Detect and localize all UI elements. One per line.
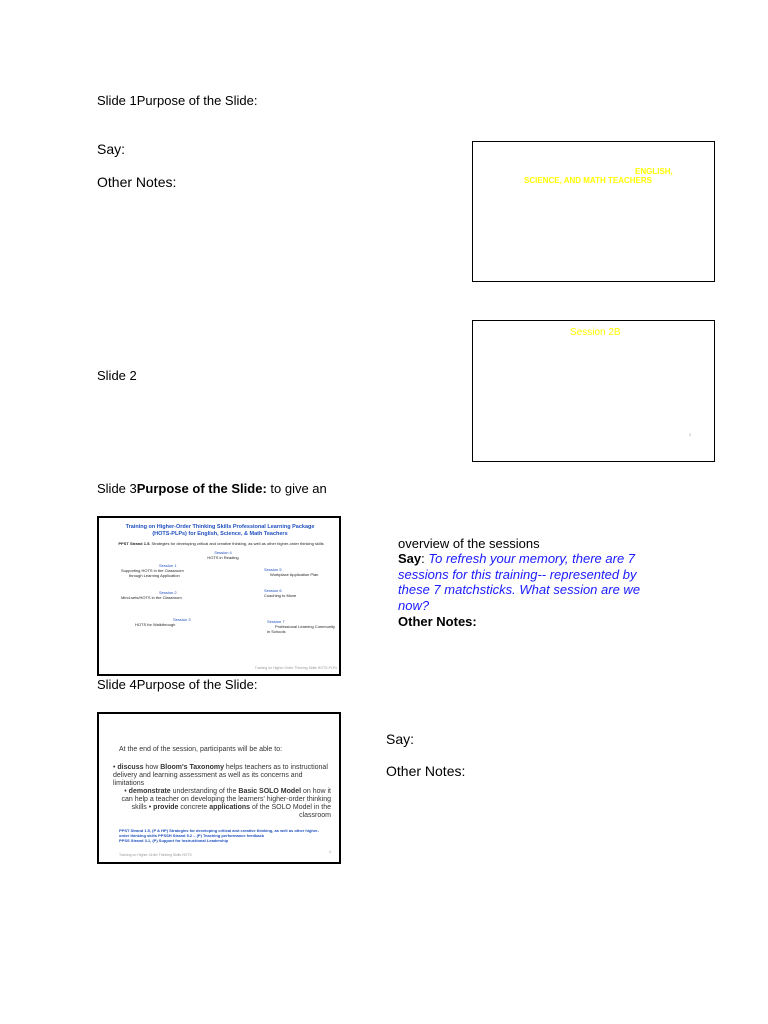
slide3-purpose-label: Purpose of the Slide: [136, 481, 263, 496]
slide1-heading: [97, 93, 257, 108]
slide4-thumb-intro: At the end of the session, participants will be able to:: [119, 746, 283, 753]
bullet3-marker: •: [148, 804, 154, 811]
slide3-thumb-session6: [264, 588, 339, 598]
slide3-say-colon: :: [421, 551, 429, 566]
bullet3-text1: concrete: [178, 804, 210, 811]
slide3-thumb-footer: Training on Higher-Order Thinking Skills HOTS-PLPs: [254, 666, 337, 670]
slide3-thumb-strand-text: Strategies for developing critical and creative thinking, as well as other higher-order thinking skills: [150, 541, 324, 546]
session5-text: Workplace Application Plan: [270, 572, 319, 577]
slide3-thumb-strand-label: PPST Strand 1.5.: [118, 541, 151, 546]
slide4-thumb-page: 4: [329, 850, 331, 854]
slide3-say: [398, 551, 668, 613]
slide4-other-notes: Other Notes:: [386, 763, 466, 779]
slide3-thumb-title: [107, 524, 333, 538]
bullet1-term: Bloom's Taxonomy: [160, 764, 224, 771]
slide3-thumb-session3: [135, 617, 215, 627]
session1-text-2: through Learning Application: [129, 573, 180, 578]
bullet1-text2: helps teachers as to instructional delivery and learning assessment as well as its concerns and limitations: [113, 764, 328, 787]
slide2-thumb-page: 2: [689, 432, 692, 437]
slide3-purpose-continued: overview of the sessions: [398, 536, 540, 551]
slide4-thumb-bullet2: [119, 788, 331, 820]
session1-text-1: Supporting HOTS in the Classroom: [121, 568, 184, 573]
slide3-thumb-session5: [264, 567, 339, 577]
slide4-thumb-ppst1: PPST Strand 1.5, (P & HP) Strategies for developing critical and creative thinking, as well as other higher-order thinking skills PPSSH Strand 5.2 – (P) Teaching performance feedback: [119, 828, 319, 838]
slide3-purpose-colon: :: [262, 481, 267, 496]
slide1-thumb-title-line2: SCIENCE, AND MATH TEACHERS: [524, 176, 653, 185]
bullet1-text1: how: [143, 764, 161, 771]
session7-text-2: in Schools: [267, 629, 286, 634]
slide3-heading: [97, 481, 327, 496]
bullet3-verb: provide: [153, 804, 179, 811]
slide3-thumb-session1: [121, 563, 211, 578]
bullet1-verb: discuss: [117, 764, 144, 771]
slide3-say-label: Say: [398, 551, 422, 566]
session6-title: Session 6: [264, 588, 282, 593]
session4-text: HOTS in Reading: [207, 555, 239, 560]
slide3-purpose-text: to give an: [266, 481, 327, 496]
slide3-thumbnail: [97, 516, 341, 676]
session6-text: Coaching to Move: [264, 593, 297, 598]
slide4-purpose: Purpose of the Slide:: [136, 677, 258, 692]
slide3-other-notes-label: Other Notes: [398, 614, 473, 629]
session5-title: Session 5: [264, 567, 282, 572]
slide4-label: Slide 4: [97, 677, 137, 692]
slide1-label: Slide 1: [97, 93, 137, 108]
slide1-thumb-title-line1: ENGLISH,: [635, 167, 673, 176]
bullet2-text2: on how it can help a teacher on developing the learners' higher-order thinking skills: [121, 788, 331, 811]
slide3-label: Slide 3: [97, 481, 137, 496]
bullet3-text2: of the SOLO Model in the classroom: [250, 804, 331, 819]
session1-title: Session 1: [159, 563, 177, 568]
slide1-purpose: Purpose of the Slide:: [136, 93, 258, 108]
session7-title: Session 7: [267, 619, 285, 624]
slide1-thumbnail: [472, 141, 715, 282]
bullet2-marker: •: [124, 788, 129, 795]
bullet2-term: Basic SOLO Model: [238, 788, 302, 795]
slide3-other-notes-colon: :: [472, 614, 477, 629]
slide1-other-notes: Other Notes:: [97, 174, 177, 190]
slide3-thumb-strand: [109, 541, 333, 546]
slide1-say: Say:: [97, 141, 126, 157]
slide3-thumb-session4: [203, 550, 243, 560]
session4-title: Session 4: [214, 550, 232, 555]
session7-text-1: Professional Learning Community: [275, 624, 336, 629]
slide4-thumb-footer: Training on Higher-Order Thinking Skills HOTS: [119, 853, 192, 857]
slide3-thumb-session2: [121, 590, 211, 600]
slide2-label: Slide 2: [97, 368, 137, 383]
slide2-thumbnail: [472, 320, 715, 462]
bullet2-verb: demonstrate: [128, 788, 171, 795]
session3-title: Session 3: [173, 617, 191, 622]
bullet3-term: applications: [209, 804, 251, 811]
bullet1-marker: •: [113, 764, 118, 771]
slide3-thumb-session7: [267, 619, 339, 634]
slide4-heading: [97, 677, 257, 692]
slide3-other-notes: [398, 614, 477, 629]
session2-title: Session 2: [159, 590, 177, 595]
slide3-thumb-title-line1: Training on Higher-Order Thinking Skills Professional Learning Package: [125, 524, 315, 530]
bullet2-text1: understanding of the: [170, 788, 239, 795]
slide2-thumb-title: Session 2B: [570, 327, 621, 338]
slide4-thumb-bullet1: [113, 764, 333, 788]
slide3-say-text: To refresh your memory, there are 7 sessions for this training-- represented by these 7 matchsticks. What session are we now?: [398, 551, 641, 613]
slide4-say: Say:: [386, 731, 415, 747]
slide4-thumbnail: [97, 712, 341, 864]
slide3-thumb-title-line2: (HOTS-PLPs) for English, Science, & Math Teachers: [152, 531, 288, 537]
slide4-thumb-ppst2: PPSS Strand 3.1, (P) Support for Instructional Leadership: [119, 838, 229, 843]
session3-text: HOTS for Walkthrough: [135, 622, 176, 627]
session2-text: Mind-sets/HOTS in the Classroom: [121, 595, 182, 600]
